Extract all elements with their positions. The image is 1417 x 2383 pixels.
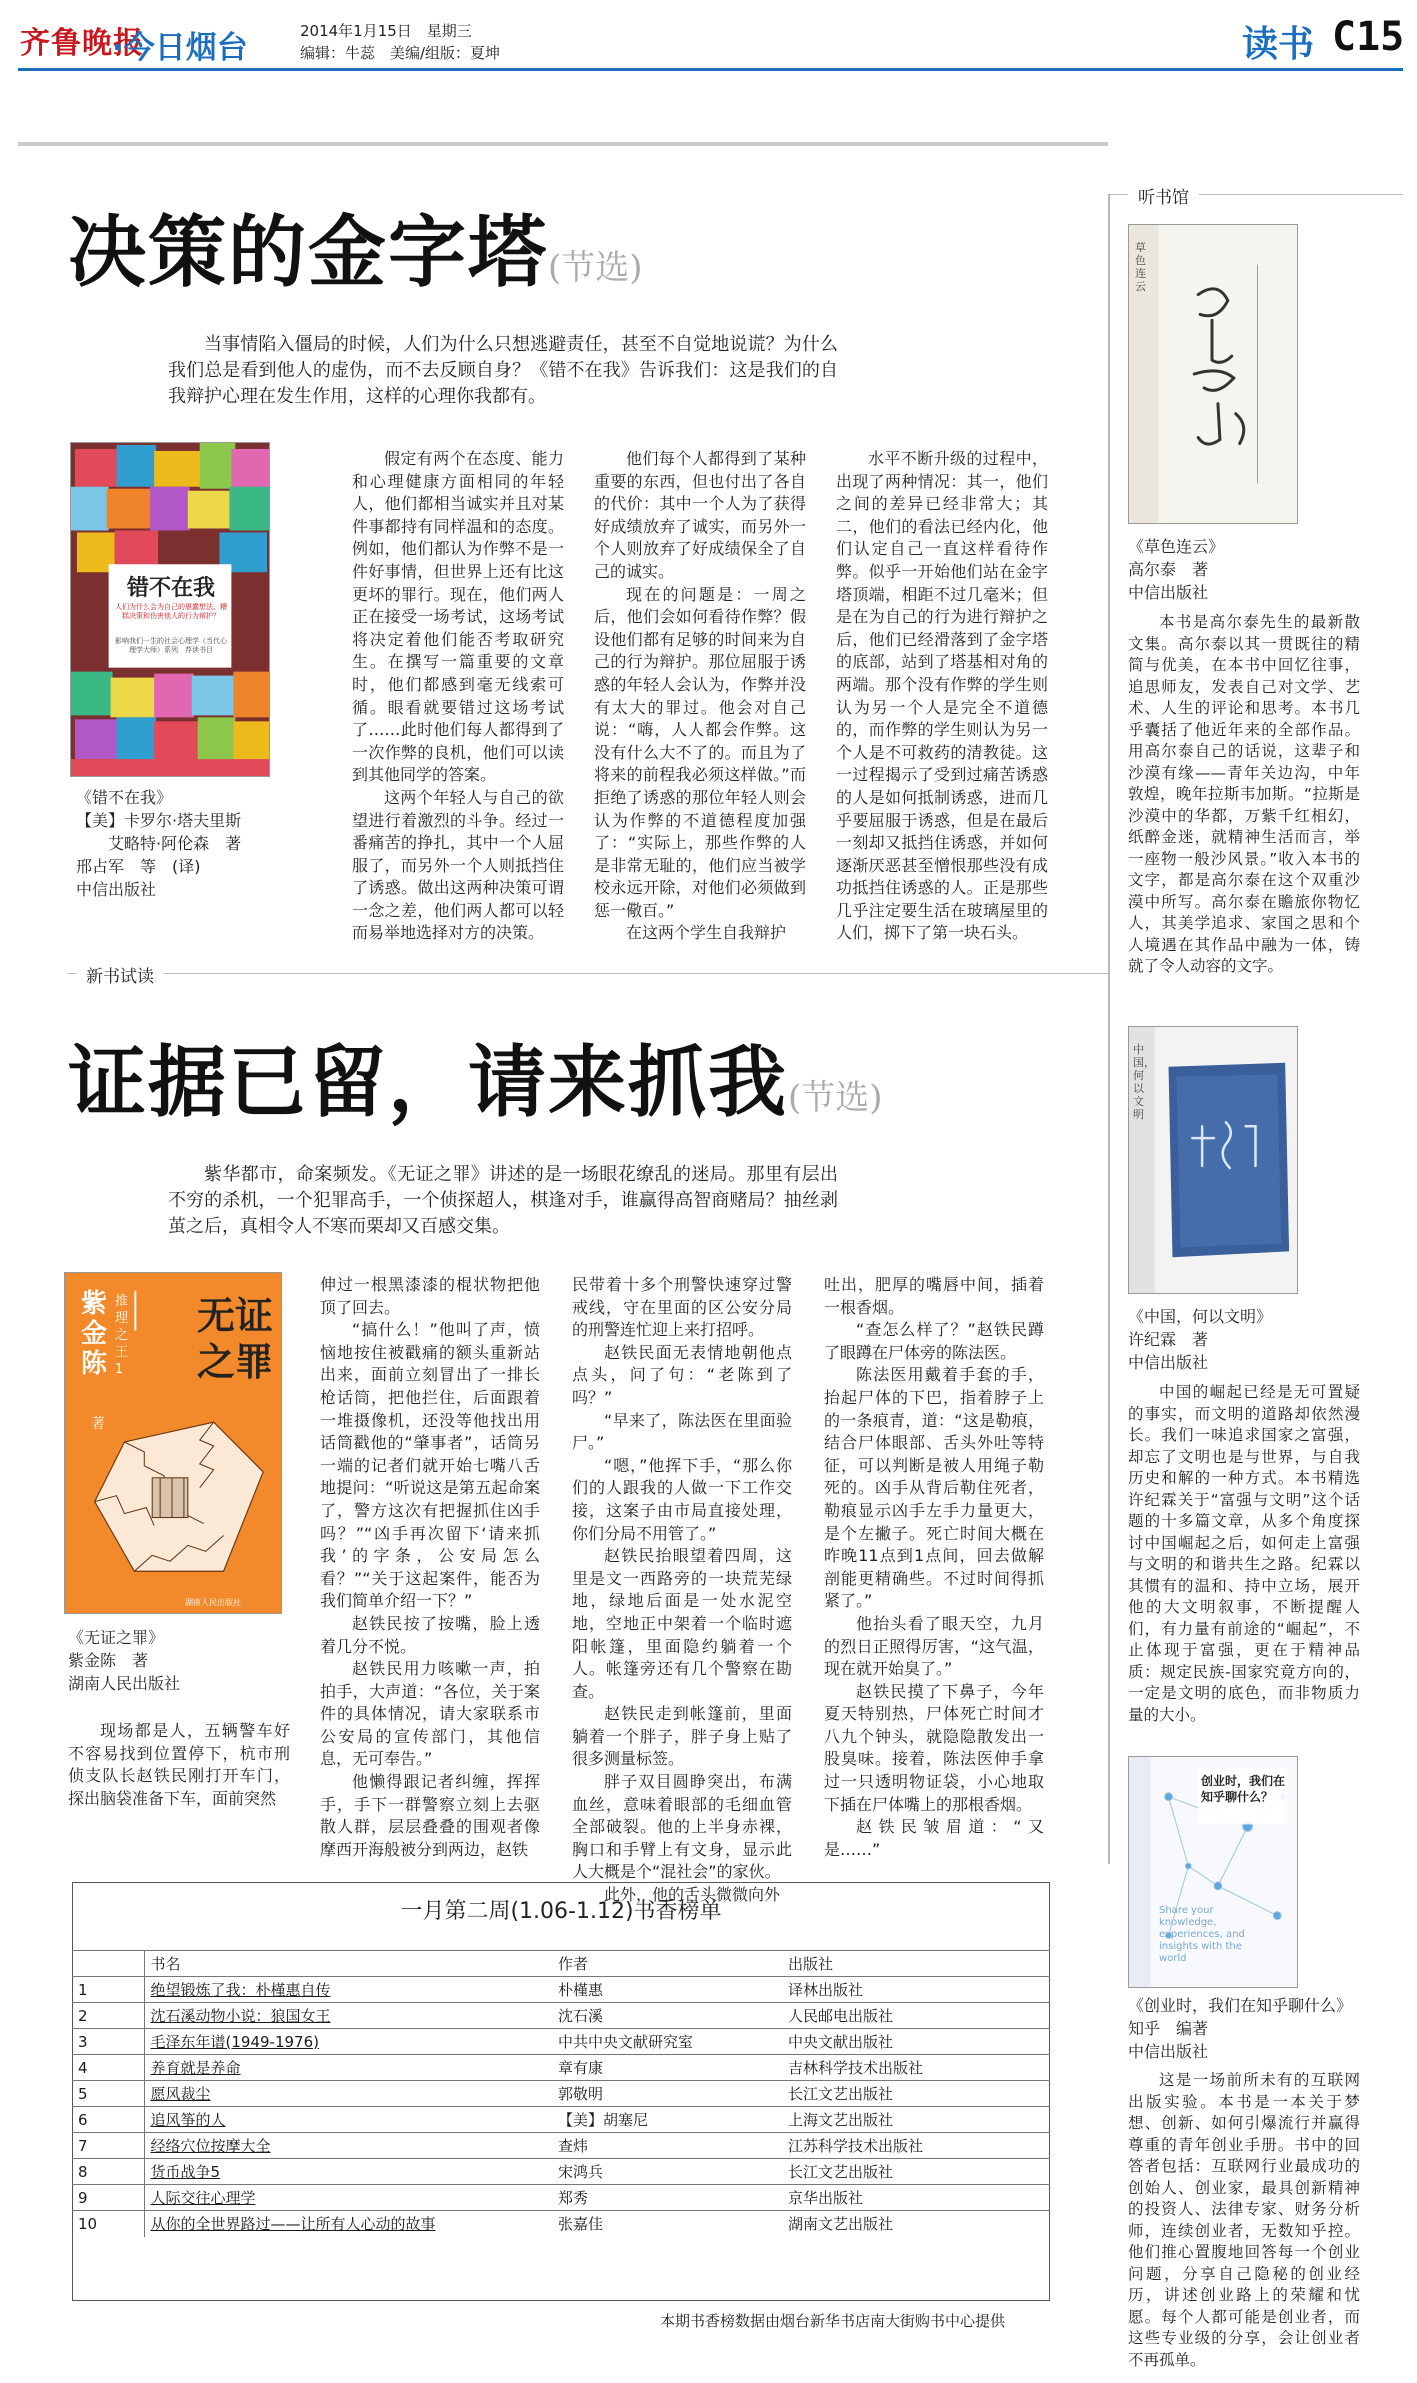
rank-rank-cell: 5 — [72, 2081, 144, 2107]
caption-line: 《中国，何以文明》 — [1128, 1307, 1273, 1326]
table-row — [72, 2081, 1050, 2107]
cover3-spine-title: 草色连云 — [1135, 241, 1146, 293]
article2-col1 — [320, 1274, 540, 1864]
rank-rank-cell: 3 — [72, 2029, 144, 2055]
page-number: C15 — [1332, 14, 1405, 60]
article2-lead: 紫华都市，命案频发。《无证之罪》讲述的是一场眼花缭乱的迷局。那里有层出不穷的杀机，一个犯罪高手，一个侦探超人，棋逢对手，谁赢得高智商赌局？抽丝剥茧之后，真相令人不寒而栗却又百感交集。 — [168, 1164, 838, 1237]
paragraph: 赵铁民走到帐篷前，里面躺着一个胖子，胖子身上贴了很多测量标签。 — [572, 1704, 792, 1769]
side-book3-caption — [1128, 1994, 1352, 2063]
caption-line: 知乎 编著 — [1128, 2019, 1209, 2038]
paragraph: “早来了，陈法医在里面验尸。” — [572, 1410, 792, 1453]
paragraph: 民带着十多个刑警快速穿过警戒线，守在里面的区公安分局的刑警连忙迎上来打招呼。 — [572, 1275, 792, 1340]
paragraph: 伸过一根黑漆漆的棍状物把他顶了回去。 — [320, 1275, 540, 1317]
paragraph: 他们每个人都得到了某种重要的东西，但也付出了各自的代价：其中一个人为了获得好成绩放弃了诚实，而另外一个人则放弃了好成绩保全了自己的诚实。 — [594, 449, 806, 581]
rank-rank-cell: 6 — [72, 2107, 144, 2133]
rank-rank-cell: 8 — [72, 2159, 144, 2185]
rank-publisher-cell: 吉林科学技术出版社 — [782, 2055, 1050, 2081]
caption-line: 中信出版社 — [1128, 583, 1209, 602]
cover5-title: 创业时，我们在知乎聊什么？ — [1201, 1774, 1286, 1804]
caption-line: 湖南人民出版社 — [68, 1674, 181, 1693]
rank-publisher-cell: 译林出版社 — [782, 1977, 1050, 2003]
issue-date: 2014年1月15日 星期三 — [300, 22, 472, 40]
rank-publisher-cell: 中央文献出版社 — [782, 2029, 1050, 2055]
paragraph: 现场都是人，五辆警车好不容易找到位置停下，杭市刑侦支队长赵铁民刚打开车门，探出脑袋准备下车，面前突然 — [68, 1721, 290, 1808]
article2-col2 — [572, 1274, 792, 1905]
caption-line: 中信出版社 — [76, 880, 157, 899]
paragraph: 赵铁民皱眉道：“又是……” — [824, 1817, 1044, 1859]
table-header-row — [72, 1951, 1050, 1977]
caption-line: 中信出版社 — [1128, 2042, 1209, 2061]
article1-col3 — [836, 448, 1048, 943]
rank-author-cell: 查炜 — [552, 2133, 782, 2159]
rank-author-cell: 中共中央文献研究室 — [552, 2029, 782, 2055]
article1-col2 — [594, 448, 806, 943]
rank-rank-cell: 4 — [72, 2055, 144, 2081]
rank-author-cell: 郑秀 — [552, 2185, 782, 2211]
caption-line: 《无证之罪》 — [68, 1628, 165, 1647]
editor-line: 编辑：牛蕊 美编/组版：夏坤 — [300, 44, 501, 62]
cover4-spine-title: 中国，何以文明 — [1133, 1043, 1155, 1121]
caption-line: 【美】卡罗尔·塔夫里斯 — [76, 811, 242, 830]
paragraph: 他懒得跟记者纠缠，挥挥手，手下一群警察立刻上去驱散人群，层层叠叠的围观者像摩西开海般被分到两边，赵铁 — [320, 1772, 540, 1859]
cover-cuobuzaiwo — [70, 442, 270, 777]
cover-wuzhengzhizui — [64, 1272, 282, 1614]
table-row — [72, 2003, 1050, 2029]
rank-title-cell: 货币战争5 — [144, 2159, 552, 2185]
cover-caoselianyun — [1128, 224, 1298, 524]
paragraph: 这两个年轻人与自己的欲望进行着激烈的斗争。经过一番痛苦的挣扎，其中一个人屈服了，而另外一个人则抵挡住了诱惑。做出这两种决策可谓一念之差，他们两人都可以轻而易举地选择对方的决策。 — [352, 787, 564, 943]
paragraph: 赵铁民摸了下鼻子，今年夏天特别热，尸体死亡时间才八九个钟头，就隐隐散发出一股臭味。接着，陈法医伸手拿过一只透明物证袋，小心地取下插在尸体嘴上的那根香烟。 — [824, 1681, 1044, 1814]
side-book2-desc: 中国的崛起已经是无可置疑的事实，而文明的道路却依然漫长。我们一味追求国家之富强，却忘了文明也是与世界，与自我历史和解的一种方式。本书精选许纪霖关于“富强与文明”这个话题的十多篇文章，从多个角度探讨中国崛起之后，如何走上富强与文明的和谐共生之路。纪霖以其惯有的温和、持中立场，展开他的大文明叙事，不断提醒人们，有力量有前途的“崛起”，不止体现于富强，更在于精神品质：规定民族-国家究竟方向的，一定是文明的底色，而非物质力量的大小。 — [1128, 1383, 1360, 1724]
table-row — [72, 2029, 1050, 2055]
cover1-title: 错不在我 — [126, 576, 215, 601]
rank-header — [72, 1951, 144, 1977]
cover1-blurb: 影响我们一生的社会心理学（当代心理学大师）系列 荐读书目 — [115, 637, 227, 654]
ranking-note: 本期书香榜数据由烟台新华书店南大街购书中心提供 — [660, 2312, 1006, 2330]
cover2-title: 无证之罪 — [197, 1293, 274, 1384]
rank-title-cell: 从你的全世界路过——让所有人心动的故事 — [144, 2211, 552, 2237]
caption-line: 《草色连云》 — [1128, 537, 1225, 556]
article1-lead: 当事情陷入僵局的时候，人们为什么只想逃避责任，甚至不自觉地说谎？为什么我们总是看到他人的虚伪，而不去反顾自身？《错不在我》告诉我们：这是我们的自我辩护心理在发生作用，这样的心理你我都有。 — [168, 334, 838, 407]
rank-publisher-cell: 上海文艺出版社 — [782, 2107, 1050, 2133]
rank-author-cell: 章有康 — [552, 2055, 782, 2081]
rank-publisher-cell: 京华出版社 — [782, 2185, 1050, 2211]
side-book3-desc: 这是一场前所未有的互联网出版实验。本书是一本关于梦想、创新、如何引爆流行并赢得尊重的青年创业手册。书中的回答者包括：互联网行业最成功的创始人、创业家，最具创新精神的投资人、法律专家、财务分析师，连续创业者，无数知乎控。他们推心置腹地回答每一个创业问题，分享自己隐秘的创业经历，讲述创业路上的荣耀和忧愿。每个人都可能是创业者，而这些专业级的分享，会让创业者不再孤单。 — [1128, 2071, 1360, 2369]
table-row — [72, 2055, 1050, 2081]
paragraph: 胖子双目圆睁突出，布满血丝，意味着眼部的毛细血管全部破裂。他的上半身赤裸，胸口和手臂上有文身，显示此人大概是个“混社会”的家伙。 — [572, 1772, 792, 1882]
paragraph: “搞什么！”他叫了声，愤恼地按住被戳痛的额头重新站出来，面前立刻冒出了一排长枪话筒，把他拦住，后面跟着一堆摄像机，还没等他找出用话筒戳他的“肇事者”，话筒另一端的记者们就开始七嘴八舌地提问：“听说这是第五起命案了，警方这次有把握抓住凶手吗？”“凶手再次留下‘请来抓我’的字条，公安局怎么看？”“关于这起案件，能否为我们简单介绍一下？” — [320, 1320, 540, 1611]
title-header: 书名 — [144, 1951, 552, 1977]
table-row — [72, 2211, 1050, 2237]
book1-caption — [76, 786, 241, 901]
rank-rank-cell: 10 — [72, 2211, 144, 2237]
paragraph: 水平不断升级的过程中，出现了两种情况：其一，他们之间的差异已经非常大；其二，他们的看法已经内化，他们认定自己一直这样看待作弊。似乎一开始他们站在金字塔顶端，相距不过几毫米；但是在为自己的行为进行辩护之后，他们已经滑落到了金字塔的底部，站到了塔基相对角的两端。那个没有作弊的学生则认为另一个人是完全不道德的，而作弊的学生则认为另一个人是不可救药的清教徒。这一过程揭示了受到过痛苦诱惑的人是如何抵制诱惑，进而几乎要屈服于诱惑，但是在最后一刻却又抵挡住诱惑，并如何逐渐厌恶甚至憎恨那些没有成功抵挡住诱惑的人。正是那些几乎注定要生活在玻璃屋里的人们，掷下了第一块石头。 — [836, 449, 1048, 943]
table-row — [72, 2107, 1050, 2133]
table-row — [72, 2133, 1050, 2159]
caption-line: 邢占军 等 (译) — [76, 857, 201, 876]
column-name: 读书 — [1242, 24, 1315, 65]
top-gray-bar — [18, 142, 1108, 146]
rank-title-cell: 愿风裁尘 — [144, 2081, 552, 2107]
rank-title-cell: 绝望锻炼了我：朴槿惠自传 — [144, 1977, 552, 2003]
cover-zhihu — [1128, 1756, 1298, 1988]
caption-line: 艾略特·阿伦森 著 — [76, 834, 242, 853]
paragraph: 赵铁民按了按嘴，脸上透着几分不悦。 — [320, 1613, 540, 1656]
rank-author-cell: 【美】胡塞尼 — [552, 2107, 782, 2133]
article1-title-tag: (节选) — [548, 248, 643, 288]
cover2-author: 紫金陈 — [81, 1289, 108, 1379]
side-book1-desc: 本书是高尔泰先生的最新散文集。高尔泰以其一贯既往的精简与优美，在本书中回忆往事，追思师友，发表自己对文学、艺术、人生的评论和思考。本书几乎囊括了他近年来的全部作品。用高尔泰自己的话说，这辈子和沙漠有缘——青年关边沟，中年敦煌，晚年拉斯韦加斯。“拉斯是沙漠中的华都，万紫千红相幻，纸醉金迷，就精神生活而言，举一座物一般沙风景。”收入本书的文字，都是高尔泰在这个双重沙漠中所写。高尔泰在贍旅你物忆人，其美学追求、家国之思和个人境遇在其作品中融为一体，铸就了令人动容的文字。 — [1128, 613, 1360, 975]
cover1-subtitle: 人们为什么会为自己的愚蠢想法、糟糕决策和伤害他人的行为辩护？ — [115, 603, 227, 620]
article2-title-tag: (节选) — [788, 1078, 883, 1118]
ranking-table — [72, 1950, 1050, 2237]
paragraph: 现在的问题是：一周之后，他们会如何看待作弊？假设他们都有足够的时间来为自己的行为辩护。那位屈服于诱惑的年轻人会认为，作弊并没有太大的罪过。他会对自己说：“嗨，人人都会作弊。这没有什么大不了的。而且为了将来的前程我必须这样做。”而拒绝了诱惑的那位年轻人则会认为作弊的不道德程度加强了：“实际上，那些作弊的人是非常无耻的，他们应当被学校永远开除，对他们必须做到惩一儆百。” — [594, 584, 806, 920]
paragraph: 假定有两个在态度、能力和心理健康方面相同的年轻人，他们都相当诚实并且对某件事都持有同样温和的态度。例如，他们都认为作弊不是一件好事情，但世界上还有比这更坏的罪行。现在，他们两人正在接受一场考试，这场考试将决定着他们能否考取研究生。在撰写一篇重要的文章时，他们都感到毫无线索可循。眼看就要错过这场考试了……此时他们每人都得到了一次作弊的良机，他们可以读到其他同学的答案。 — [352, 449, 564, 785]
paragraph: 陈法医用戴着手套的手，抬起尸体的下巴，指着脖子上的一条痕青，道：“这是勒痕，结合尸体眼部、舌头外吐等特征，可以判断是被人用绳子勒死的。凶手从背后勒住死者，勒痕显示凶手左手力量更大，是个左撇子。死亡时间大概在昨晚11点到1点间，回去做解剖能更精确些。不过时间得抓紧了。” — [824, 1365, 1044, 1611]
cover2-series: 推理之王1 — [115, 1294, 129, 1377]
table-row — [72, 1977, 1050, 2003]
rank-title-cell: 毛泽东年谱(1949-1976) — [144, 2029, 552, 2055]
article1-title: 决策的金字塔(节选) — [68, 207, 643, 298]
paragraph: 此外，他的舌头微微向外 — [604, 1885, 781, 1905]
rank-author-cell: 朴槿惠 — [552, 1977, 782, 2003]
rank-publisher-cell: 长江文艺出版社 — [782, 2081, 1050, 2107]
paragraph: 在这两个学生自我辩护 — [626, 923, 787, 943]
paragraph: 赵铁民面无表情地朝他点点头，问了句：“老陈到了吗？” — [572, 1342, 792, 1407]
caption-line: 《错不在我》 — [76, 788, 173, 807]
section-tag: 新书试读 — [76, 962, 164, 987]
paper-name: 齐鲁晚报 — [20, 26, 144, 61]
rank-title-cell: 人际交往心理学 — [144, 2185, 552, 2211]
rank-publisher-cell: 湖南文艺出版社 — [782, 2211, 1050, 2237]
caption-line: 中信出版社 — [1128, 1353, 1209, 1372]
rank-author-cell: 郭敬明 — [552, 2081, 782, 2107]
rank-rank-cell: 7 — [72, 2133, 144, 2159]
cover2-publisher: 湖南人民出版社 — [185, 1598, 241, 1607]
sidebar-divider — [1108, 194, 1110, 1864]
paragraph: “查怎么样了？”赵铁民蹲了眼蹲在尸体旁的陈法医。 — [824, 1320, 1044, 1362]
ranking-title: 一月第二周(1.06-1.12)书香榜单 — [400, 1899, 722, 1924]
book2-caption — [68, 1626, 180, 1695]
paragraph: 他抬头看了眼天空，九月的烈日正照得厉害，“这气温，现在就开始臭了。” — [824, 1613, 1044, 1679]
side-book1-caption — [1128, 535, 1224, 604]
caption-line: 《创业时，我们在知乎聊什么》 — [1128, 1996, 1353, 2015]
table-row — [72, 2185, 1050, 2211]
caption-line: 紫金陈 著 — [68, 1651, 149, 1670]
rank-author-cell: 宋鸿兵 — [552, 2159, 782, 2185]
table-row — [72, 2159, 1050, 2185]
cover2-author-mark: 著 — [91, 1416, 105, 1432]
article1-col1 — [352, 448, 564, 943]
rank-title-cell: 沈石溪动物小说：狼国女王 — [144, 2003, 552, 2029]
rank-title-cell: 养育就是养命 — [144, 2055, 552, 2081]
caption-line: 高尔泰 著 — [1128, 560, 1209, 579]
cover5-tagline: Share your knowledge, experiences, and insights with the world — [1159, 1905, 1245, 1964]
rank-author-cell: 张嘉佳 — [552, 2211, 782, 2237]
rank-publisher-cell: 长江文艺出版社 — [782, 2159, 1050, 2185]
cover-zhongguo — [1128, 1026, 1298, 1294]
section-rule — [68, 973, 1108, 974]
rank-title-cell: 追风筝的人 — [144, 2107, 552, 2133]
side-book2-caption — [1128, 1305, 1272, 1374]
rank-rank-cell: 1 — [72, 1977, 144, 2003]
header-rule — [18, 68, 1403, 71]
rank-rank-cell: 9 — [72, 2185, 144, 2211]
article2-col3 — [824, 1274, 1044, 1864]
rank-publisher-cell: 人民邮电出版社 — [782, 2003, 1050, 2029]
section-name: ·今日烟台 — [112, 30, 248, 66]
article2-title: 证据已留，请来抓我(节选) — [68, 1037, 883, 1128]
rank-author-cell: 沈石溪 — [552, 2003, 782, 2029]
sidebar-tag: 听书馆 — [1128, 183, 1199, 208]
rank-title-cell: 经络穴位按摩大全 — [144, 2133, 552, 2159]
caption-line: 许纪霖 著 — [1128, 1330, 1209, 1349]
article2-col0 — [68, 1720, 290, 1860]
publisher-header: 出版社 — [782, 1951, 1050, 1977]
paragraph: 赵铁民用力咳嗽一声，拍拍手，大声道：“各位，关于案件的具体情况，请大家联系市公安局的宣传部门，其他信息，无可奉告。” — [320, 1659, 540, 1769]
paragraph: 吐出，肥厚的嘴唇中间，插着一根香烟。 — [824, 1275, 1044, 1317]
rank-publisher-cell: 江苏科学技术出版社 — [782, 2133, 1050, 2159]
paragraph: 赵铁民抬眼望着四周，这里是文一西路旁的一块荒芜绿地，绿地后面是一处水泥空地，空地正中架着一个临时遮阳帐篷，里面隐约躺着一个人。帐篷旁还有几个警察在勘查。 — [572, 1546, 792, 1701]
rank-rank-cell: 2 — [72, 2003, 144, 2029]
author-header: 作者 — [552, 1951, 782, 1977]
paragraph: “嗯，”他挥下手，“那么你们的人跟我的人做一下工作交接，这案子由市局直接处理，你们分局不用管了。” — [572, 1455, 792, 1543]
